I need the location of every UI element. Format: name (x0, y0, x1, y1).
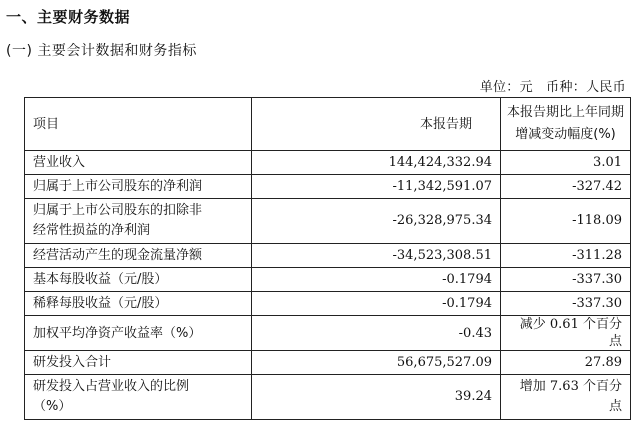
header-current-period: 本报告期 (252, 98, 501, 151)
row-change-value: -118.09 (501, 199, 631, 244)
change-unit-label: 个百分点 (578, 317, 622, 349)
financial-data-table (24, 97, 631, 420)
row-current-value: -0.1794 (252, 292, 501, 316)
row-change-value: -337.30 (501, 268, 631, 292)
row-item: 归属于上市公司股东的净利润 (25, 175, 252, 199)
table-row (25, 175, 631, 199)
row-change-value: 27.89 (501, 351, 631, 375)
row-item: 研发投入合计 (25, 351, 252, 375)
row-item-line2: （%） (33, 399, 72, 414)
row-item: 稀释每股收益（元/股） (25, 292, 252, 316)
section-heading: 一、主要财务数据 (6, 8, 131, 26)
change-direction-label: 减少 (519, 317, 550, 332)
row-current-value: -0.1794 (252, 268, 501, 292)
table-row (25, 351, 631, 375)
row-item: 加权平均净资产收益率（%） (25, 316, 252, 351)
row-change-value (501, 316, 631, 351)
row-item: 经营活动产生的现金流量净额 (25, 244, 252, 268)
row-change-value: -311.28 (501, 244, 631, 268)
row-item-line1: 归属于上市公司股东的扣除非 (33, 203, 203, 218)
change-percentage-points: 0.61 (549, 317, 579, 332)
row-item (25, 199, 252, 244)
row-item: 营业收入 (25, 151, 252, 175)
unit-currency-note: 单位：元 币种：人民币 (479, 80, 626, 95)
table-row (25, 316, 631, 351)
row-item: 基本每股收益（元/股） (25, 268, 252, 292)
table-row (25, 375, 631, 420)
row-change-value: 3.01 (501, 151, 631, 175)
row-change-value (501, 375, 631, 420)
row-current-value: 56,675,527.09 (252, 351, 501, 375)
section-subheading: (一) 主要会计数据和财务指标 (6, 43, 197, 59)
row-change-value: -337.30 (501, 292, 631, 316)
change-percentage-points: 7.63 (549, 379, 579, 394)
header-item: 项目 (25, 98, 252, 151)
row-current-value: -11,342,591.07 (252, 175, 501, 199)
row-item (25, 375, 252, 420)
row-item-line2: 经常性损益的净利润 (33, 223, 151, 238)
row-current-value: 144,424,332.94 (252, 151, 501, 175)
change-direction-label: 增加 (519, 379, 550, 394)
table-row (25, 244, 631, 268)
row-current-value: -34,523,308.51 (252, 244, 501, 268)
header-yoy-change-line2: 增减变动幅度(%) (515, 127, 616, 142)
table-header-row (25, 98, 631, 151)
row-current-value: -0.43 (252, 316, 501, 351)
table-row (25, 292, 631, 316)
table-row (25, 268, 631, 292)
row-item-line1: 研发投入占营业收入的比例 (33, 379, 190, 394)
table-row (25, 199, 631, 244)
change-unit-label: 个百分点 (578, 379, 622, 414)
row-current-value: 39.24 (252, 375, 501, 420)
header-yoy-change-line1: 本报告期比上年同期 (506, 105, 624, 120)
row-current-value: -26,328,975.34 (252, 199, 501, 244)
table-row (25, 151, 631, 175)
row-change-value: -327.42 (501, 175, 631, 199)
header-yoy-change (501, 98, 631, 151)
